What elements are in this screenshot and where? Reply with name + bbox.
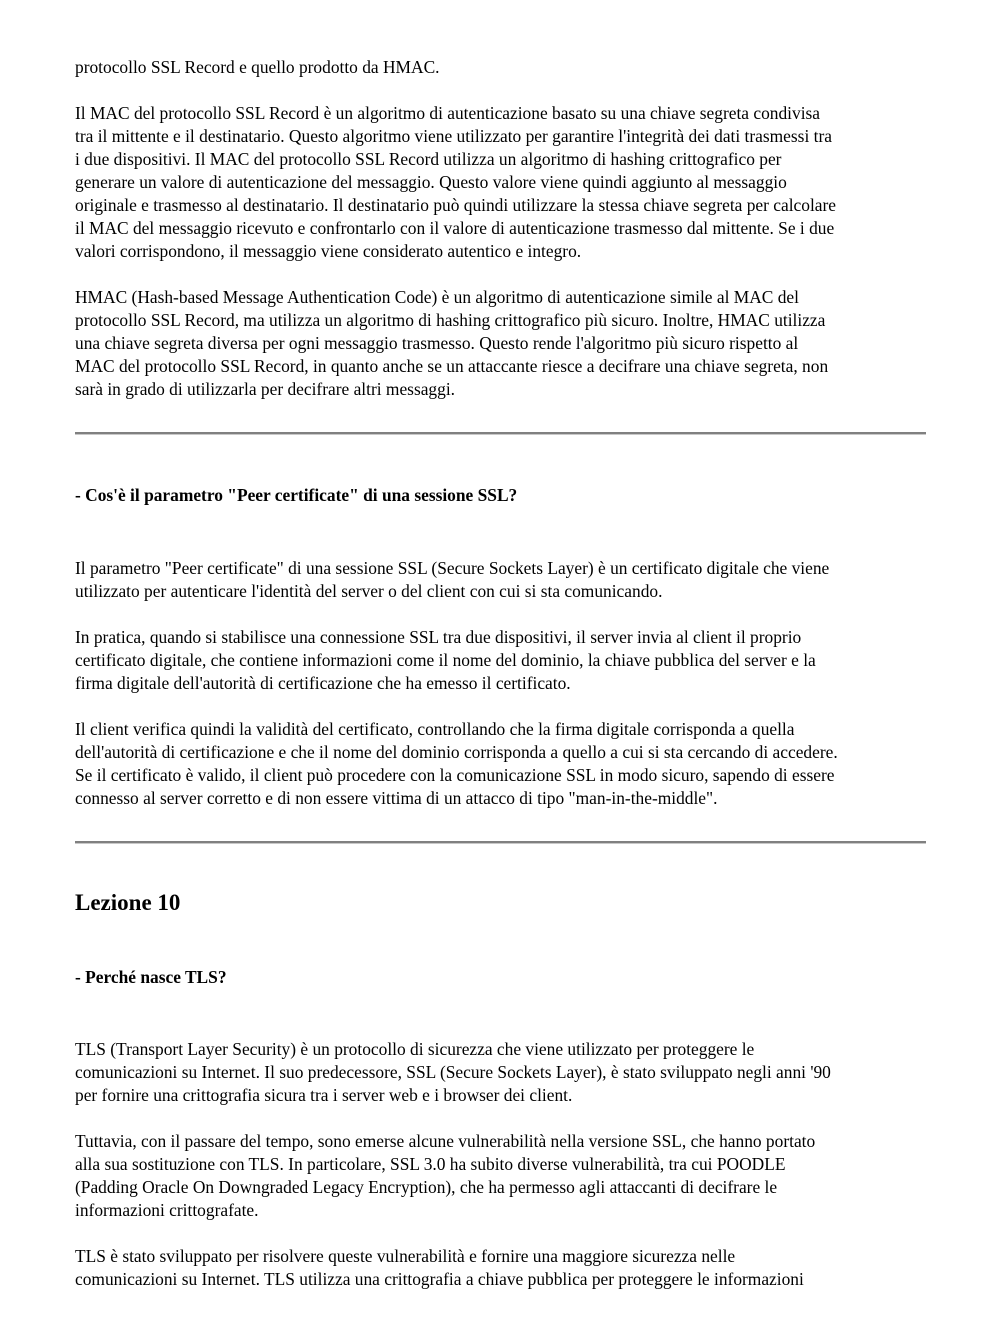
text-line: generare un valore di autenticazione del messaggio. Questo valore viene quindi aggiunto al messaggio bbox=[75, 172, 787, 192]
paragraph-hmac bbox=[75, 286, 935, 401]
text-line: firma digitale dell'autorità di certificazione che ha emesso il certificato. bbox=[75, 673, 571, 693]
text-line: sarà in grado di utilizzarla per decifrare altri messaggi. bbox=[75, 379, 456, 399]
question-heading-peer-certificate: - Cos'è il parametro "Peer certificate" di una sessione SSL? bbox=[75, 485, 518, 505]
text-line: TLS (Transport Layer Security) è un protocollo di sicurezza che viene utilizzato per proteggere le bbox=[75, 1039, 755, 1059]
paragraph-peer-certificate-practice bbox=[75, 626, 935, 695]
text-line: HMAC (Hash-based Message Authentication Code) è un algoritmo di autenticazione simile al MAC del bbox=[75, 287, 799, 307]
text-line: informazioni crittografate. bbox=[75, 1200, 259, 1220]
text-line: TLS è stato sviluppato per risolvere queste vulnerabilità e fornire una maggiore sicurezza nelle bbox=[75, 1246, 736, 1266]
text-line: protocollo SSL Record e quello prodotto da HMAC. bbox=[75, 57, 440, 77]
text-line: dell'autorità di certificazione e che il nome del dominio corrisponda a quello a cui si sta cercando di accedere. bbox=[75, 742, 838, 762]
horizontal-divider bbox=[75, 841, 926, 844]
paragraph-peer-certificate-verification bbox=[75, 718, 935, 810]
question-heading-tls: - Perché nasce TLS? bbox=[75, 967, 227, 987]
lesson-heading: Lezione 10 bbox=[75, 890, 181, 915]
text-line: In pratica, quando si stabilisce una connessione SSL tra due dispositivi, il server invia al client il proprio bbox=[75, 627, 802, 647]
paragraph-ssl-vulnerabilities bbox=[75, 1130, 935, 1222]
paragraph-tls-development bbox=[75, 1245, 935, 1291]
text-line: MAC del protocollo SSL Record, in quanto anche se un attaccante riesce a decifrare una chiave segreta, non bbox=[75, 356, 829, 376]
text-line: i due dispositivi. Il MAC del protocollo SSL Record utilizza un algoritmo di hashing crittografico per bbox=[75, 149, 782, 169]
text-line: Se il certificato è valido, il client può procedere con la comunicazione SSL in modo sicuro, sapendo di essere bbox=[75, 765, 835, 785]
paragraph-mac-ssl-record bbox=[75, 102, 935, 263]
text-line: Tuttavia, con il passare del tempo, sono emerse alcune vulnerabilità nella versione SSL, che hanno portato bbox=[75, 1131, 816, 1151]
text-line: connesso al server corretto e di non essere vittima di un attacco di tipo "man-in-the-middle". bbox=[75, 788, 718, 808]
text-line: comunicazioni su Internet. Il suo predecessore, SSL (Secure Sockets Layer), è stato sviluppato negli anni '90 bbox=[75, 1062, 831, 1082]
text-line: valori corrispondono, il messaggio viene considerato autentico e integro. bbox=[75, 241, 582, 261]
text-line: certificato digitale, che contiene informazioni come il nome del dominio, la chiave pubblica del server e la bbox=[75, 650, 816, 670]
text-line: Il client verifica quindi la validità del certificato, controllando che la firma digitale corrisponda a quella bbox=[75, 719, 795, 739]
text-line: (Padding Oracle On Downgraded Legacy Encryption), che ha permesso agli attaccanti di decifrare le bbox=[75, 1177, 778, 1197]
text-line: per fornire una crittografia sicura tra i server web e i browser dei client. bbox=[75, 1085, 573, 1105]
text-line: Il MAC del protocollo SSL Record è un algoritmo di autenticazione basato su una chiave segreta condivisa bbox=[75, 103, 821, 123]
text-line: una chiave segreta diversa per ogni messaggio trasmesso. Questo rende l'algoritmo più sicuro rispetto al bbox=[75, 333, 799, 353]
paragraph-tls-definition bbox=[75, 1038, 935, 1107]
paragraph-peer-certificate-definition bbox=[75, 557, 935, 603]
text-line: alla sua sostituzione con TLS. In particolare, SSL 3.0 ha subito diverse vulnerabilità, tra cui POODLE bbox=[75, 1154, 786, 1174]
text-line: il MAC del messaggio ricevuto e confrontarlo con il valore di autenticazione trasmesso dal mittente. Se i due bbox=[75, 218, 835, 238]
text-line: protocollo SSL Record, ma utilizza un algoritmo di hashing crittografico più sicuro. Inoltre, HMAC utilizza bbox=[75, 310, 826, 330]
text-line: originale e trasmesso al destinatario. Il destinatario può quindi utilizzare la stessa chiave segreta per calcolare bbox=[75, 195, 837, 215]
text-line: comunicazioni su Internet. TLS utilizza una crittografia a chiave pubblica per proteggere le informazioni bbox=[75, 1269, 804, 1289]
text-line: tra il mittente e il destinatario. Questo algoritmo viene utilizzato per garantire l'integrità dei dati trasmessi tra bbox=[75, 126, 832, 146]
text-line: utilizzato per autenticare l'identità del server o del client con cui si sta comunicando. bbox=[75, 581, 663, 601]
text-line: Il parametro "Peer certificate" di una sessione SSL (Secure Sockets Layer) è un certificato digitale che viene bbox=[75, 558, 830, 578]
paragraph-hmac-intro bbox=[75, 56, 935, 79]
horizontal-divider bbox=[75, 432, 926, 435]
